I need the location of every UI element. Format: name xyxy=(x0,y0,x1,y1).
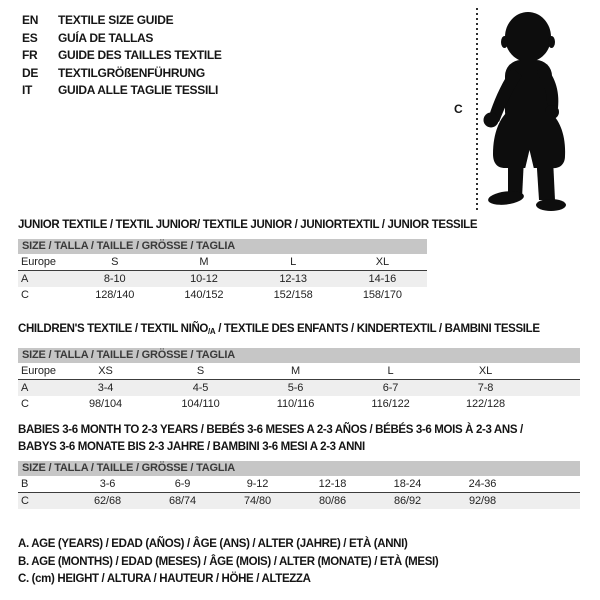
row-label: Europe xyxy=(18,363,58,380)
lang-label: TEXTILE SIZE GUIDE xyxy=(58,13,174,27)
babies-size-table xyxy=(18,476,580,509)
lang-code: ES xyxy=(22,30,38,45)
table-row-europe xyxy=(18,363,580,380)
size-cell: 24-36 xyxy=(445,476,520,493)
lang-label: GUÍA DE TALLAS xyxy=(58,30,154,45)
table-row-height xyxy=(18,493,580,510)
babies-title-line2: BABYS 3-6 MONATE BIS 2-3 JAHRE / BAMBINI 3-6 MESI A 2-3 ANNI xyxy=(18,441,365,453)
row-label: A xyxy=(18,380,58,397)
table-row-age xyxy=(18,380,580,397)
lang-label: GUIDE DES TAILLES TEXTILE xyxy=(58,48,222,62)
size-cell: 6-7 xyxy=(343,380,438,397)
lang-label: TEXTILGRÖßENFÜHRUNG xyxy=(58,65,205,80)
size-cell: 128/140 xyxy=(95,289,135,301)
baby-silhouette-icon xyxy=(482,8,594,212)
size-cell: 116/122 xyxy=(371,398,410,410)
size-cell: 5-6 xyxy=(248,380,343,397)
table-row-height xyxy=(18,287,427,303)
table-row-age xyxy=(18,271,427,288)
size-cell: M xyxy=(248,363,343,380)
size-cell: 92/98 xyxy=(445,493,520,510)
size-cell: 104/110 xyxy=(181,398,220,410)
size-cell: 9-12 xyxy=(220,476,295,493)
size-cell: 6-9 xyxy=(145,476,220,493)
title-subscript: /A xyxy=(208,327,216,336)
legend-notes xyxy=(18,536,438,589)
row-label: A xyxy=(18,271,70,288)
babies-title-line1: BABIES 3-6 MONTH TO 2-3 YEARS / BEBÉS 3-6 MESES A 2-3 AÑOS / BÉBÉS 3-6 MOIS À 2-3 ANS / xyxy=(18,424,523,436)
filler-cell xyxy=(520,493,580,510)
size-cell: 10-12 xyxy=(159,271,248,288)
size-cell: 86/92 xyxy=(370,493,445,510)
language-title-list xyxy=(22,12,222,100)
filler-cell xyxy=(533,380,580,397)
lang-row-es xyxy=(22,30,222,48)
lang-row-it xyxy=(22,82,222,100)
size-cell: 62/68 xyxy=(70,493,145,510)
table-row-age-months xyxy=(18,476,580,493)
junior-size-table xyxy=(18,254,427,303)
lang-code: DE xyxy=(22,65,39,80)
size-cell: 3-6 xyxy=(70,476,145,493)
size-cell: 12-18 xyxy=(295,476,370,493)
size-cell: S xyxy=(70,254,159,271)
size-cell: 12-13 xyxy=(249,271,338,288)
size-cell: S xyxy=(153,363,248,380)
childrens-size-table xyxy=(18,363,580,412)
title-text: / TEXTILE DES ENFANTS / KINDERTEXTIL / BAMBINI TESSILE xyxy=(215,323,540,335)
babies-table-title xyxy=(18,422,523,456)
size-cell: 80/86 xyxy=(295,493,370,510)
babies-size-header-bar: SIZE / TALLA / TAILLE / GRÖSSE / TAGLIA xyxy=(18,461,580,476)
junior-size-header-bar: SIZE / TALLA / TAILLE / GRÖSSE / TAGLIA xyxy=(18,239,427,254)
table-row-height xyxy=(18,396,580,412)
note-height-cm: C. (cm) HEIGHT / ALTURA / HAUTEUR / HÖHE / ALTEZZA xyxy=(18,573,311,585)
lang-code: IT xyxy=(22,83,33,97)
size-cell: 18-24 xyxy=(370,476,445,493)
junior-table-title: JUNIOR TEXTILE / TEXTIL JUNIOR/ TEXTILE JUNIOR / JUNIORTEXTIL / JUNIOR TESSILE xyxy=(18,219,478,231)
size-cell: 152/158 xyxy=(273,289,313,301)
row-label: C xyxy=(21,289,29,301)
size-cell: XL xyxy=(438,363,533,380)
size-cell: L xyxy=(249,254,338,271)
size-cell: 110/116 xyxy=(276,398,315,410)
size-cell: 7-8 xyxy=(438,380,533,397)
note-age-years: A. AGE (YEARS) / EDAD (AÑOS) / ÂGE (ANS) / ALTER (JAHRE) / ETÀ (ANNI) xyxy=(18,538,408,550)
size-cell: 3-4 xyxy=(58,380,153,397)
filler-cell xyxy=(520,476,580,493)
size-cell: 98/104 xyxy=(88,398,123,410)
size-cell: 68/74 xyxy=(145,493,220,510)
lang-code: FR xyxy=(22,48,38,62)
size-cell: M xyxy=(159,254,248,271)
lang-code: EN xyxy=(22,13,39,27)
lang-row-de xyxy=(22,65,222,83)
childrens-table-title xyxy=(18,321,540,340)
size-cell: 14-16 xyxy=(338,271,427,288)
filler-cell xyxy=(533,396,580,412)
height-measure-label: C xyxy=(454,102,463,116)
size-cell: 8-10 xyxy=(70,271,159,288)
lang-row-en xyxy=(22,12,222,30)
row-label: B xyxy=(18,476,70,493)
size-cell: 74/80 xyxy=(220,493,295,510)
table-row-europe xyxy=(18,254,427,271)
title-text: CHILDREN'S TEXTILE / TEXTIL NIÑO xyxy=(18,323,209,335)
size-cell: XL xyxy=(338,254,427,271)
row-label: C xyxy=(18,493,70,510)
size-cell: 122/128 xyxy=(465,398,506,410)
size-cell: 158/170 xyxy=(362,289,402,301)
lang-row-fr xyxy=(22,47,222,65)
lang-label: GUIDA ALLE TAGLIE TESSILI xyxy=(58,83,219,97)
size-cell: 4-5 xyxy=(153,380,248,397)
row-label: Europe xyxy=(18,254,70,271)
height-dotted-line xyxy=(476,8,478,210)
size-cell: XS xyxy=(58,363,153,380)
childrens-size-header-bar: SIZE / TALLA / TAILLE / GRÖSSE / TAGLIA xyxy=(18,348,580,363)
row-label: C xyxy=(21,398,29,410)
note-age-months: B. AGE (MONTHS) / EDAD (MESES) / ÂGE (MOIS) / ALTER (MONATE) / ETÀ (MESI) xyxy=(18,555,439,568)
size-cell: 140/152 xyxy=(184,289,224,301)
size-cell: L xyxy=(343,363,438,380)
filler-cell xyxy=(533,363,580,380)
